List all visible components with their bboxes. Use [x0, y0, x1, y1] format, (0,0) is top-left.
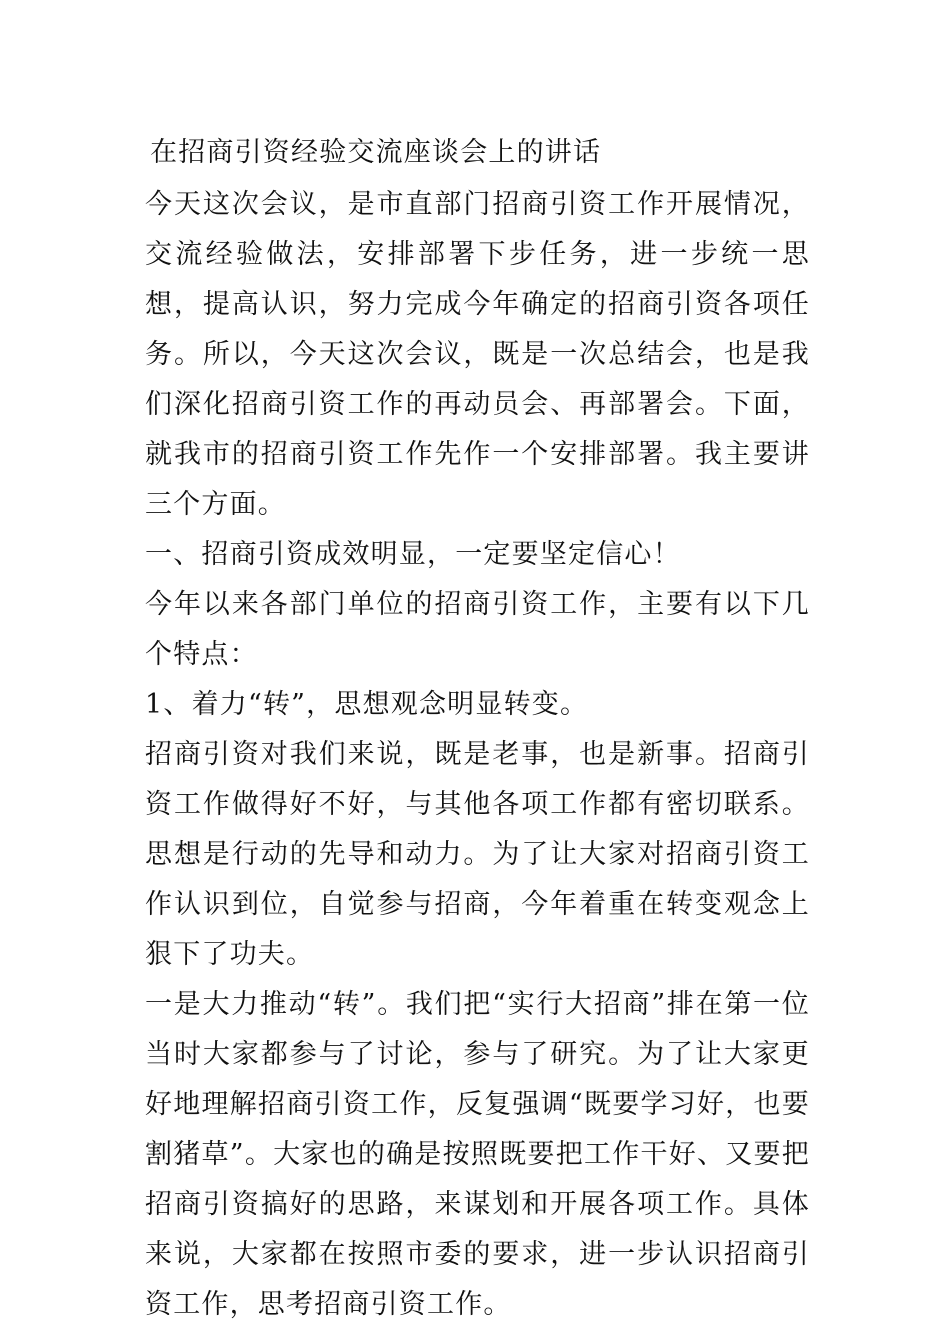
paragraph-features: 今年以来各部门单位的招商引资工作，主要有以下几个特点：	[145, 589, 810, 670]
document-title: 在招商引资经验交流座谈会上的讲话	[150, 137, 602, 168]
paragraph-mindset: 招商引资对我们来说，既是老事，也是新事。招商引资工作做得好不好，与其他各项工作都有密切联系。思想是行动的先导和动力。为了让大家对招商引资工作认识到位，自觉参与招商，今年着重在转变观念上狠下了功夫。	[145, 739, 810, 970]
paragraph-intro: 今天这次会议，是市直部门招商引资工作开展情况，交流经验做法，安排部署下步任务，进一步统一思想，提高认识，努力完成今年确定的招商引资各项任务。所以，今天这次会议，既是一次总结会，也是我们深化招商引资工作的再动员会、再部署会。下面，就我市的招商引资工作先作一个安排部署。我主要讲三个方面。	[145, 189, 810, 520]
document-body	[145, 128, 810, 1330]
paragraph-point-one: 一是大力推动“转”。我们把“实行大招商”排在第一位当时大家都参与了讨论，参与了研究。为了让大家更好地理解招商引资工作，反复强调“既要学习好，也要割猪草”。大家也的确是按照既要把工作干好、又要把招商引资搞好的思路，来谋划和开展各项工作。具体来说，大家都在按照市委的要求，进一步认识招商引资工作，思考招商引资工作。	[145, 989, 810, 1320]
subheading-1: 1、着力“转”，思想观念明显转变。	[145, 689, 589, 720]
section-heading-1: 一、招商引资成效明显，一定要坚定信心！	[145, 539, 681, 570]
